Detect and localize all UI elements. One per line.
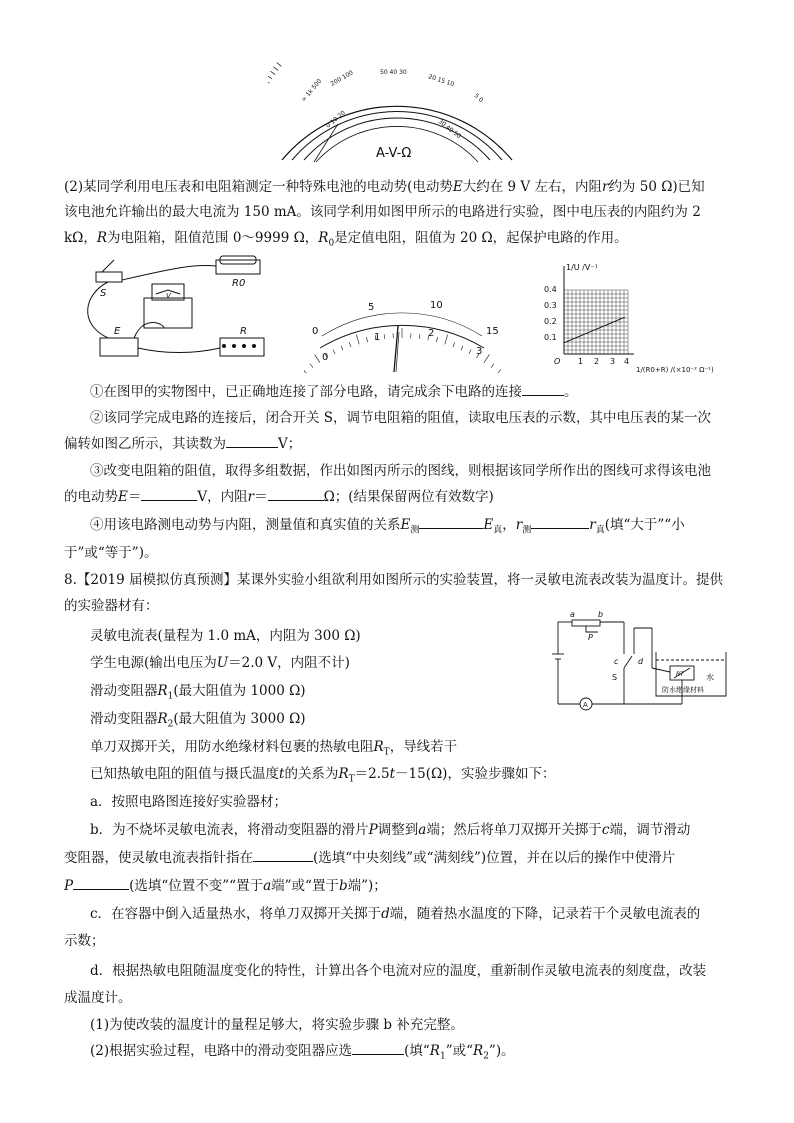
fig8-label-c: c xyxy=(614,657,619,666)
question-3-line-2: 的电动势E＝ V，内阻r＝ Ω；(结果保留两位有效数字) xyxy=(64,486,734,508)
fig8-label-s: S xyxy=(612,673,618,682)
voltmeter-tick xyxy=(491,364,494,368)
fig-yi-top-15: 15 xyxy=(486,326,499,337)
figure-8-circuit xyxy=(552,608,736,714)
fig-bing-ytick: 0.3 xyxy=(544,301,557,310)
fig8-label-b: b xyxy=(598,610,604,619)
paragraph-2-line-1: (2)某同学利用电压表和电阻箱测定一种特殊电池的电动势(电动势E大约在 9 V 左右，内阻r约为 50 Ω)已知 xyxy=(64,179,705,195)
fig8-label-p: P xyxy=(588,633,593,642)
fig-bing-xtick: 2 xyxy=(594,357,600,366)
step-b-line-1: b．为不烧坏灵敏电流表，将滑动变阻器的滑片P调整到a端；然后将单刀双掷开关掷于c端，调节滑动 xyxy=(90,822,691,838)
material-6: 已知热敏电阻的阻值与摄氏温度t的关系为$R_T=2.5t-15(\Omega)$，实验步骤如下： xyxy=(90,766,556,785)
voltmeter-tick xyxy=(333,350,335,354)
fig-bing-xtick: 1 xyxy=(578,357,584,366)
meter-tick xyxy=(270,71,275,74)
fig-yi-bottom-0: 0 xyxy=(322,352,329,363)
paragraph-2-line-2: 该电池允许输出的最大电流为 150 mA。该同学利用如图甲所示的电路进行实验，图中电压表的内阻约为 2 xyxy=(64,204,701,220)
fig-yi-top-5: 5 xyxy=(368,302,375,313)
figure-bing-graph xyxy=(536,260,736,376)
voltmeter-tick xyxy=(484,354,490,362)
step-d-line-1: d．根据热敏电阻随温度变化的特性，计算出各个电流对应的温度，重新制作灵敏电流表的刻度盘，改装 xyxy=(90,963,707,979)
voltmeter-tick xyxy=(453,342,455,347)
voltmeter-tick xyxy=(304,369,306,373)
fig8-label-a: a xyxy=(570,610,575,619)
step-c-line-1: c．在容器中倒入适量热水，将单刀双掷开关掷于d端，随着热水温度的下降，记录若干个灵敏电流表的 xyxy=(90,906,701,922)
material-4: 滑动变阻器$R_2$(最大阻值为 3000 Ω) xyxy=(90,711,306,730)
svg-text:∞ 1k 500: ∞ 1k 500 xyxy=(300,77,324,104)
question-2-line-1: ②该同学完成电路的连接后，闭合开关 S，调节电阻箱的阻值，读取电压表的示数，其中电压表的某一次 xyxy=(90,410,712,426)
voltmeter-tick xyxy=(461,346,463,351)
meter-tick xyxy=(268,80,269,83)
voltmeter-tick xyxy=(310,364,313,368)
material-2: 学生电源(输出电压为U＝2.0 V，内阻不计) xyxy=(90,655,350,671)
answer-blank-7[interactable] xyxy=(253,847,313,862)
svg-text:0 10 20: 0 10 20 xyxy=(324,109,347,130)
voltmeter-tick xyxy=(356,335,359,345)
material-3: 滑动变阻器$R_1$(最大阻值为 1000 Ω) xyxy=(90,683,306,702)
fig-bing-ytick: 0.4 xyxy=(544,285,557,294)
fig8-label-d: d xyxy=(638,657,644,666)
figure-jia-apparatus xyxy=(74,254,274,366)
meter-tick xyxy=(273,67,278,71)
step-c-line-2: 示数； xyxy=(64,933,105,949)
problem-8-line-2: 的实验器材有： xyxy=(64,598,159,614)
question-4-line-1: ④用该电路测电动势与内阻，测量值和真实值的关系$E_测$ $E_真$，$r_测$ $r_真$(填“大于”“小 xyxy=(90,514,760,542)
fig-jia-label-e: E xyxy=(114,326,121,337)
meter-tick xyxy=(277,63,282,67)
fig8-label-water: 水 xyxy=(706,673,714,682)
fig-jia-label-r0: R0 xyxy=(232,278,246,289)
svg-text:200 100: 200 100 xyxy=(329,69,355,88)
answer-blank-6[interactable] xyxy=(531,514,589,529)
voltmeter-tick xyxy=(341,346,343,351)
fig-jia-label-s: S xyxy=(100,288,107,299)
fig-bing-ytick: 0.1 xyxy=(544,333,557,342)
question-2-line-2: 偏转如图乙所示，其读数为 V； xyxy=(64,433,734,455)
figure-yi-voltmeter-scale xyxy=(304,296,504,376)
question-4-line-2: 于”或“等于”)。 xyxy=(64,545,158,561)
answer-blank-1[interactable] xyxy=(522,381,564,396)
answer-blank-3[interactable] xyxy=(141,486,197,501)
question-1: ①在图甲的实物图中，已正确地连接了部分电路，请完成余下电路的连接 。 xyxy=(90,381,760,403)
voltmeter-tick xyxy=(469,350,471,354)
fig-bing-ytick: 0.2 xyxy=(544,317,557,326)
fig-bing-ylabel: 1/U /V⁻¹ xyxy=(566,263,598,272)
answer-blank-5[interactable] xyxy=(419,514,483,529)
answer-blank-2[interactable] xyxy=(226,433,278,448)
meter-tick xyxy=(268,76,272,79)
voltmeter-tick xyxy=(419,334,420,339)
fig-yi-bottom-1: 1 xyxy=(374,332,381,343)
sub-question-1: (1)为使改装的温度计的量程足够大，将实验步骤 b 补充完整。 xyxy=(90,1017,464,1033)
material-5: 单刀双掷开关，用防水绝缘材料包裹的热敏电阻$R_T$，导线若干 xyxy=(90,739,458,758)
fig-bing-xtick: O xyxy=(554,357,561,366)
voltmeter-tick xyxy=(498,369,501,373)
fig-yi-bottom-2: 2 xyxy=(428,328,435,339)
fig-jia-label-meter: V xyxy=(166,292,171,300)
voltmeter-tick xyxy=(436,337,437,342)
multimeter-scale-figure xyxy=(268,62,526,170)
step-b-line-2: 变阻器，使灵敏电流表指针指在 (选填“中央刻线”或“满刻线”)位置，并在以后的操作中使滑片 xyxy=(64,847,734,869)
fig-yi-top-10: 10 xyxy=(430,300,443,311)
fig8-ammeter-label: A xyxy=(583,701,588,709)
voltmeter-tick xyxy=(384,334,385,339)
problem-8-line-1: 8.【2019 届模拟仿真预测】某课外实验小组欲利用如图所示的实验装置，将一灵敏电流表改装为温度计。提供 xyxy=(64,572,724,588)
svg-text:5 0: 5 0 xyxy=(472,92,485,104)
answer-blank-9[interactable] xyxy=(352,1040,404,1055)
meter-face-label: A-V-Ω xyxy=(376,146,412,161)
sub-question-2: (2)根据实验过程，电路中的滑动变阻器应选 (填“$R_1$”或“$R_2$”)。 xyxy=(90,1040,760,1068)
svg-text:50 40 30: 50 40 30 xyxy=(380,69,407,76)
svg-text:20 15 10: 20 15 10 xyxy=(427,73,455,89)
fig-bing-xtick: 4 xyxy=(624,357,630,366)
fig8-label-rt: RT xyxy=(676,671,684,678)
voltmeter-tick xyxy=(349,342,351,347)
question-3-line-1: ③改变电阻箱的阻值，取得多组数据，作出如图丙所示的图线，则根据该同学所作出的图线可求得该电池 xyxy=(90,463,711,479)
voltmeter-tick xyxy=(315,354,321,362)
fig8-label-insulation: 防水绝缘材料 xyxy=(662,686,704,694)
fig-bing-xlabel: 1/(R0+R) /(×10⁻² Ω⁻¹) xyxy=(636,366,714,374)
step-a: a．按照电路图连接好实验器材； xyxy=(90,794,288,810)
voltmeter-tick xyxy=(366,337,367,342)
answer-blank-8[interactable] xyxy=(73,875,129,890)
fig-bing-xtick: 3 xyxy=(610,357,616,366)
voltmeter-tick xyxy=(445,335,448,345)
answer-blank-4[interactable] xyxy=(268,486,324,501)
step-d-line-2: 成温度计。 xyxy=(64,990,132,1006)
fig-yi-bottom-3: 3 xyxy=(476,346,483,357)
fig-jia-label-r: R xyxy=(240,326,247,337)
material-1: 灵敏电流表(量程为 1.0 mA，内阻为 300 Ω) xyxy=(90,628,361,644)
paragraph-2-line-3: kΩ，R为电阻箱，阻值范围 0～9999 Ω，$R_0$是定值电阻，阻值为 20 Ω，起保护电路的作用。 xyxy=(64,230,628,249)
fig-yi-top-0: 0 xyxy=(312,326,319,337)
svg-text:30 40 50: 30 40 50 xyxy=(436,118,463,141)
step-b-line-3: P (选填“位置不变”“置于a端”或“置于b端”)； xyxy=(64,875,734,897)
